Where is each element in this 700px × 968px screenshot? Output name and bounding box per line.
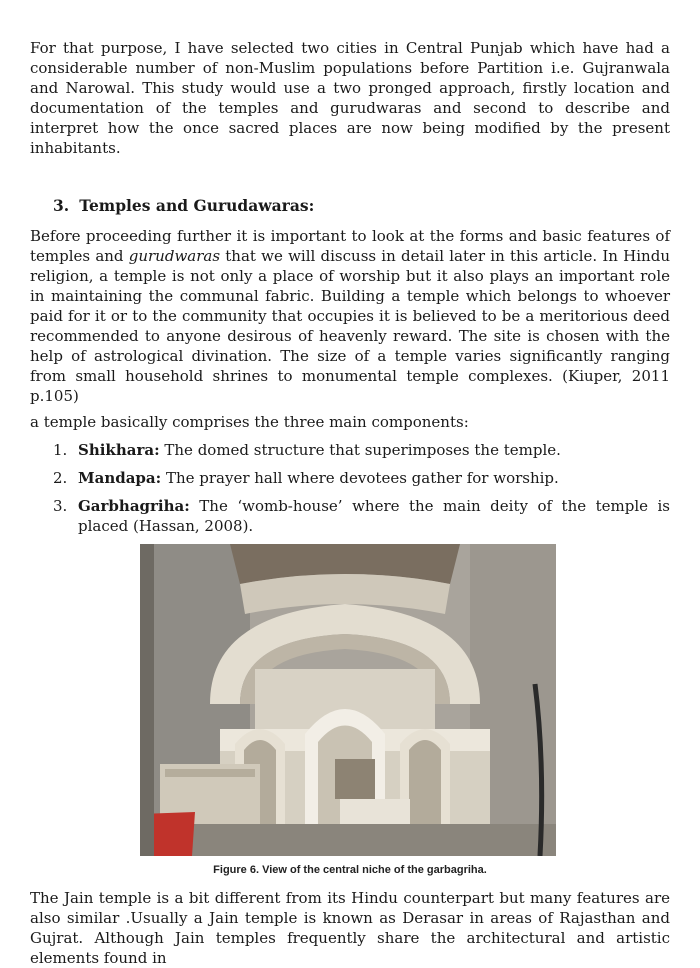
garbhagriha-photo — [140, 544, 556, 856]
section-title: Temples and Gurudawaras: — [79, 196, 315, 215]
temples-paragraph-part1: Before proceeding further it is important to look at the forms and basic features of temples and — [30, 227, 670, 265]
document-page — [30, 38, 670, 968]
list-item — [30, 468, 670, 488]
figure-caption: Figure 6. View of the central niche of the garbagriha. — [213, 864, 487, 876]
list-item-desc: The domed structure that superimposes the temple. — [159, 441, 561, 459]
components-intro: a temple basically comprises the three main components: — [30, 413, 469, 431]
list-item-number: 2. — [53, 469, 68, 487]
list-item-number: 3. — [53, 497, 68, 515]
photo-illustration — [140, 544, 556, 856]
list-item-desc: The prayer hall where devotees gather for worship. — [161, 469, 559, 487]
list-item-term: Garbhagriha: — [78, 497, 190, 515]
intro-paragraph: For that purpose, I have selected two cities in Central Punjab which have had a considerable number of non-Muslim populations before Partition i.e. Gujranwala and Narowal. This study would use a two pronged approach, firstly location and documentation of the temples and gurudwaras and second to describe and interpret how the once sacred places are now being modified by the present inhabitants. — [30, 39, 670, 157]
jain-paragraph: The Jain temple is a bit different from its Hindu counterpart but many features are also similar .Usually a Jain temple is known as Derasar in areas of Rajasthan and Gujrat. Although Jain temples frequently share the architectural and artistic elements found in — [30, 889, 670, 967]
list-item — [30, 496, 670, 536]
list-item — [30, 440, 670, 460]
list-item-term: Shikhara: — [78, 441, 160, 459]
temples-paragraph-part2: that we will discuss in detail later in this article. In Hindu religion, a temple is not only a place of worship but it also plays an important role in maintaining the communal fabric. Building a temple which belongs to whoever paid for it or to the community that occupies it is believed to be a meritorious deed recommended to anyone desirous of heavenly reward. The site is chosen with the help of astrological divination. The size of a temple varies significantly ranging from small household shrines to monumental temple complexes. (Kiuper, 2011 p.105) — [30, 247, 670, 405]
section-number: 3. — [53, 196, 70, 215]
list-item-desc: The ‘womb-house’ where the main deity of the temple is placed (Hassan, 2008). — [78, 497, 670, 535]
temples-paragraph — [30, 226, 670, 406]
gurudwaras-term: gurudwaras — [128, 247, 221, 265]
list-item-term: Mandapa: — [78, 469, 162, 487]
list-item-number: 1. — [53, 441, 68, 459]
components-list — [30, 440, 670, 536]
section-heading — [53, 196, 670, 216]
